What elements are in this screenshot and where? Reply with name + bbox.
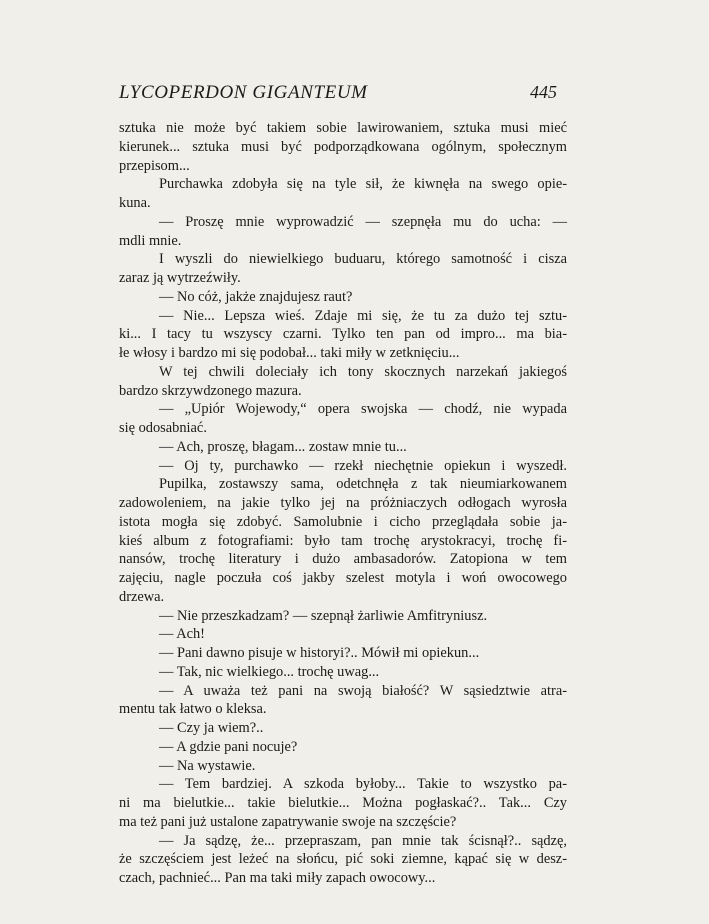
text-line: nansów, trochę literatury i dużo ambasadorów. Zatopiona w tem	[119, 551, 567, 568]
text-line: kierunek... sztuka musi być podporządkowana ogólnym, społecznym	[119, 138, 567, 155]
text-line: ma też pani już ustalone zapatrywanie swoje na szczęście?	[119, 813, 457, 830]
text-line: ni ma bielutkie... takie bielutkie... Można pogłaskać?.. Tak... Czy	[119, 795, 567, 811]
text-line: — Nie... Lepsza wieś. Zdaje mi się, że tu za dużo tej sztu-	[159, 307, 567, 324]
text-line: — No cóż, jakże znajdujesz raut?	[159, 288, 353, 305]
text-line: się odosabniać.	[119, 420, 207, 436]
text-line: — Tem bardziej. A szkoda byłoby... Takie to wszystko pa-	[159, 776, 567, 793]
text-line: — Ach!	[159, 626, 205, 643]
text-line: mentu tak łatwo o kleksa.	[119, 701, 267, 718]
text-line: — Oj ty, purchawko — rzekł niechętnie opiekun i wyszedł.	[159, 457, 567, 474]
text-line: bardzo skrzywdzonego mazura.	[119, 382, 302, 399]
text-line: przepisom...	[119, 157, 190, 174]
running-title: LYCOPERDON GIGANTEUM	[119, 82, 368, 103]
page-number: 445	[530, 82, 557, 102]
page-header	[119, 82, 557, 108]
text-line: Purchawka zdobyła się na tyle sił, że kiwnęła na swego opie-	[159, 176, 567, 193]
text-line: Pupilka, zostawszy sama, odetchnęła z tak nieumiarkowanem	[159, 476, 567, 493]
text-line: kieś album z fotografiami: było tam trochę arystokracyi, trochę fi-	[119, 532, 567, 549]
text-line: kuna.	[119, 195, 151, 211]
text-line: mdli mnie.	[119, 232, 182, 249]
text-line: — A gdzie pani nocuje?	[159, 738, 298, 755]
text-line: — Nie przeszkadzam? — szepnął żarliwie Amfitryniusz.	[159, 607, 488, 624]
text-line: że szczęściem jest leżeć na słońcu, pić soki ziemne, kąpać się w desz-	[119, 851, 567, 868]
text-line: zadowoleniem, na jakie tylko jej na próżniaczych odłogach wyrosła	[119, 495, 567, 511]
text-line: drzewa.	[119, 588, 165, 605]
text-line: zajęciu, nagle poczuła coś jakby szelest motyla i woń owocowego	[119, 570, 567, 586]
text-line: — Proszę mnie wyprowadzić — szepnęła mu do ucha: —	[159, 213, 567, 230]
text-line: — Na wystawie.	[159, 757, 256, 774]
text-line: — Ach, proszę, błagam... zostaw mnie tu...	[159, 438, 407, 455]
body-text	[119, 119, 567, 888]
text-line: — Pani dawno pisuje w historyi?.. Mówił mi opiekun...	[159, 645, 480, 661]
text-line: czach, pachnieć... Pan ma taki miły zapach owocowy...	[119, 870, 436, 886]
text-line: — Czy ja wiem?..	[159, 720, 264, 736]
text-line: — Ja sądzę, że... przepraszam, pan mnie tak ścisnął?.. sądzę,	[159, 832, 567, 849]
text-line: — Tak, nic wielkiego... trochę uwag...	[159, 663, 380, 680]
text-line: sztuka nie może być takiem sobie lawirowaniem, sztuka musi mieć	[119, 120, 567, 136]
text-line: — A uważa też pani na swoją białość? W sąsiedztwie atra-	[159, 682, 567, 699]
text-line: istota mogła się zdobyć. Samolubnie i cicho przeglądała sobie ja-	[119, 513, 567, 530]
text-line: — „Upiór Wojewody,“ opera swojska — chodź, nie wypada	[159, 401, 567, 418]
text-line: ki... I tacy tu wszyscy czarni. Tylko ten pan od impro... ma bia-	[119, 326, 567, 343]
text-line: zaraz ją wytrzeźwiły.	[119, 270, 241, 286]
text-line: I wyszli do niewielkiego buduaru, którego samotność i cisza	[159, 251, 567, 268]
text-line: łe włosy i bardzo mi się podobał... taki miły w zetknięciu...	[119, 345, 460, 361]
text-line: W tej chwili doleciały ich tony skocznych narzekań jakiegoś	[159, 363, 567, 380]
